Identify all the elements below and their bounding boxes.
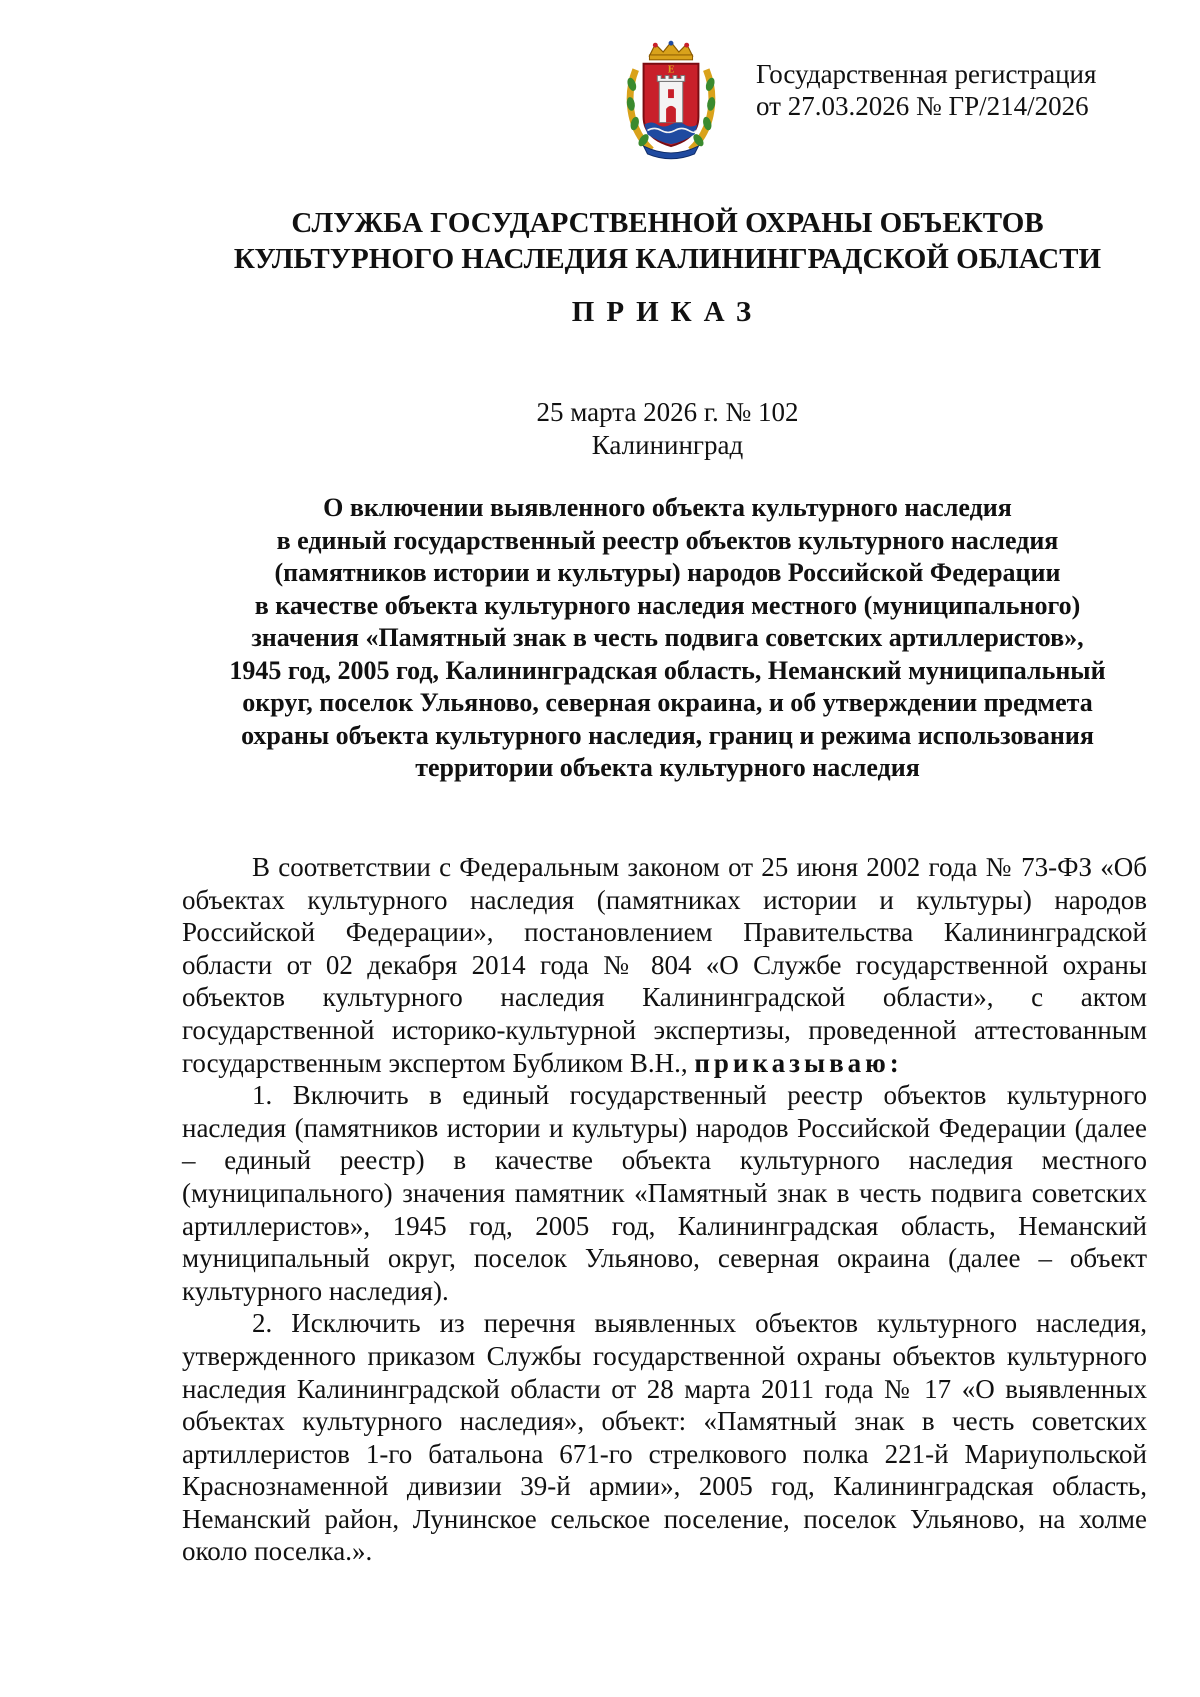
order-body — [182, 851, 1147, 1568]
subject-line: О включении выявленного объекта культурного наследия — [323, 493, 1012, 522]
subject-line: в единый государственный реестр объектов культурного наследия — [276, 525, 1059, 555]
state-registration — [756, 58, 1156, 122]
subject-line: значения «Памятный знак в честь подвига советских артиллеристов», — [251, 623, 1084, 652]
preamble-paragraph — [182, 851, 1147, 1079]
order-city: Калининград — [591, 430, 744, 460]
order-word: приказываю: — [694, 1047, 903, 1078]
subject-line: охраны объекта культурного наследия, границ и режима использования — [241, 720, 1094, 750]
agency-name-line1: СЛУЖБА ГОСУДАРСТВЕННОЙ ОХРАНЫ ОБЪЕКТОВ — [291, 207, 1044, 239]
order-subject — [150, 492, 1185, 785]
order-item-2: 2. Исключить из перечня выявленных объектов культурного наследия, утвержденного приказом Службы государственной охраны объектов культурного наследия Калининградской области от 28 марта 2011 года № 17 «О выявленных объектах культурного наследия», объект: «Памятный знак в честь советских артиллеристов 1-го батальона 671-го стрелкового полка 221-й Мариупольской Краснознаменной дивизии 39-й армии», 2005 год, Калининградская область, Неманский район, Лунинское сельское поселение, поселок Ульяново, на холме около поселка.». — [182, 1308, 1147, 1567]
svg-text:E: E — [667, 65, 675, 76]
registration-label: Государственная регистрация — [756, 59, 1097, 89]
subject-line: округ, поселок Ульяново, северная окраина, и об утверждении предмета — [242, 688, 1093, 717]
date-and-place — [150, 396, 1185, 462]
subject-line: в качестве объекта культурного наследия местного (муниципального) — [254, 590, 1081, 620]
kaliningrad-coat-of-arms-icon — [622, 40, 720, 162]
preamble-text: В соответствии с Федеральным законом от 25 июня 2002 года № 73-ФЗ «Об объектах культурного наследия (памятниках истории и культуры) народов Российской Федерации», постановлением Правительства Калининградской области от 02 декабря 2014 года № 804 «О Службе государственной охраны объектов культурного наследия Калининградской области», с актом государственной историко-культурной экспертизы, проведенной аттестованным государственным экспертом Бубликом В.Н., — [182, 852, 1147, 1078]
order-date-number: 25 марта 2026 г. № 102 — [536, 397, 799, 427]
document-type: ПРИКАЗ — [571, 296, 764, 328]
subject-line: территории объекта культурного наследия — [415, 753, 920, 782]
agency-name — [150, 205, 1185, 277]
subject-line: 1945 год, 2005 год, Калининградская область, Неманский муниципальный — [229, 655, 1106, 685]
subject-line: (памятников истории и культуры) народов Российской Федерации — [274, 558, 1061, 587]
agency-name-line2: КУЛЬТУРНОГО НАСЛЕДИЯ КАЛИНИНГРАДСКОЙ ОБЛАСТИ — [233, 243, 1102, 275]
order-item-1: 1. Включить в единый государственный реестр объектов культурного наследия (памятников истории и культуры) народов Российской Федерации (далее – единый реестр) в качестве объекта культурного наследия местного (муниципального) значения памятник «Памятный знак в честь подвига советских артиллеристов», 1945 год, 2005 год, Калининградская область, Неманский муниципальный округ, поселок Ульяново, северная окраина (далее – объект культурного наследия). — [182, 1080, 1147, 1306]
registration-number: от 27.03.2026 № ГР/214/2026 — [756, 91, 1089, 121]
